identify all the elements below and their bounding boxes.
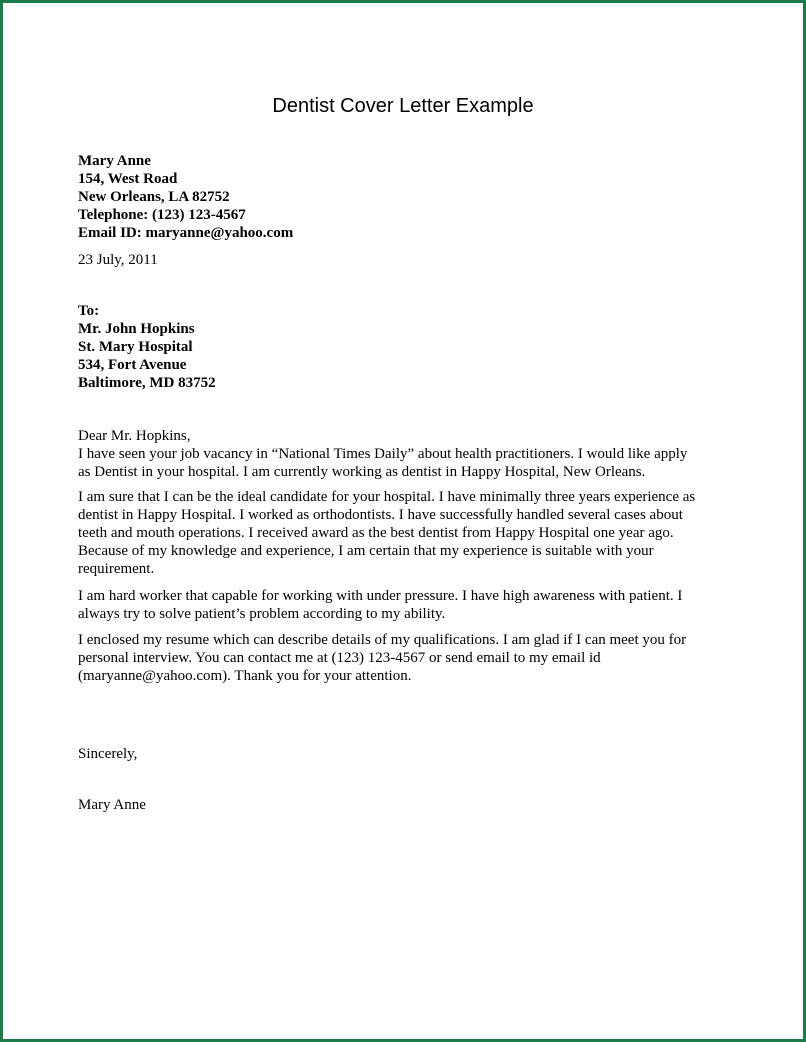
closing-text: Sincerely, — [78, 746, 138, 762]
body-line: I am hard worker that capable for working with under pressure. I have high awareness with patient. I — [78, 588, 683, 604]
recipient-name: Mr. John Hopkins — [78, 321, 195, 337]
body-paragraph-1 — [78, 445, 728, 481]
signature-name: Mary Anne — [78, 797, 146, 813]
sender-email: Email ID: maryanne@yahoo.com — [78, 225, 294, 241]
body-line: teeth and mouth operations. I received award as the best dentist from Happy Hospital one year ago. — [78, 525, 674, 541]
salutation-text: Dear Mr. Hopkins, — [78, 428, 191, 444]
salutation — [78, 427, 728, 445]
body-paragraph-4 — [78, 631, 728, 685]
sender-city: New Orleans, LA 82752 — [78, 189, 230, 205]
body-line: always try to solve patient’s problem according to my ability. — [78, 606, 446, 622]
body-line: dentist in Happy Hospital. I worked as orthodontists. I have successfully handled several cases about — [78, 507, 683, 523]
signature — [78, 796, 728, 814]
body-line: I have seen your job vacancy in “National Times Daily” about health practitioners. I would like apply — [78, 446, 688, 462]
recipient-street: 534, Fort Avenue — [78, 357, 187, 373]
sender-name: Mary Anne — [78, 153, 151, 169]
letter-date — [78, 251, 728, 269]
body-line: I am sure that I can be the ideal candidate for your hospital. I have minimally three years experience as — [78, 489, 696, 505]
body-line: requirement. — [78, 561, 155, 577]
closing — [78, 745, 728, 763]
sender-address — [78, 152, 728, 242]
body-paragraph-3 — [78, 587, 728, 623]
letter-title: Dentist Cover Letter Example — [272, 95, 534, 117]
sender-street: 154, West Road — [78, 171, 178, 187]
recipient-organization: St. Mary Hospital — [78, 339, 193, 355]
body-line: Because of my knowledge and experience, I am certain that my experience is suitable with your — [78, 543, 654, 559]
recipient-to-label: To: — [78, 303, 100, 319]
date-text: 23 July, 2011 — [78, 252, 158, 268]
body-line: personal interview. You can contact me at (123) 123-4567 or send email to my email id — [78, 650, 601, 666]
recipient-city: Baltimore, MD 83752 — [78, 375, 216, 391]
body-line: I enclosed my resume which can describe details of my qualifications. I am glad if I can meet you for — [78, 632, 687, 648]
body-line: as Dentist in your hospital. I am currently working as dentist in Happy Hospital, New Orleans. — [78, 464, 646, 480]
recipient-address — [78, 302, 728, 392]
body-line: (maryanne@yahoo.com). Thank you for your attention. — [78, 668, 412, 684]
body-paragraph-2 — [78, 488, 728, 578]
sender-telephone: Telephone: (123) 123-4567 — [78, 207, 246, 223]
